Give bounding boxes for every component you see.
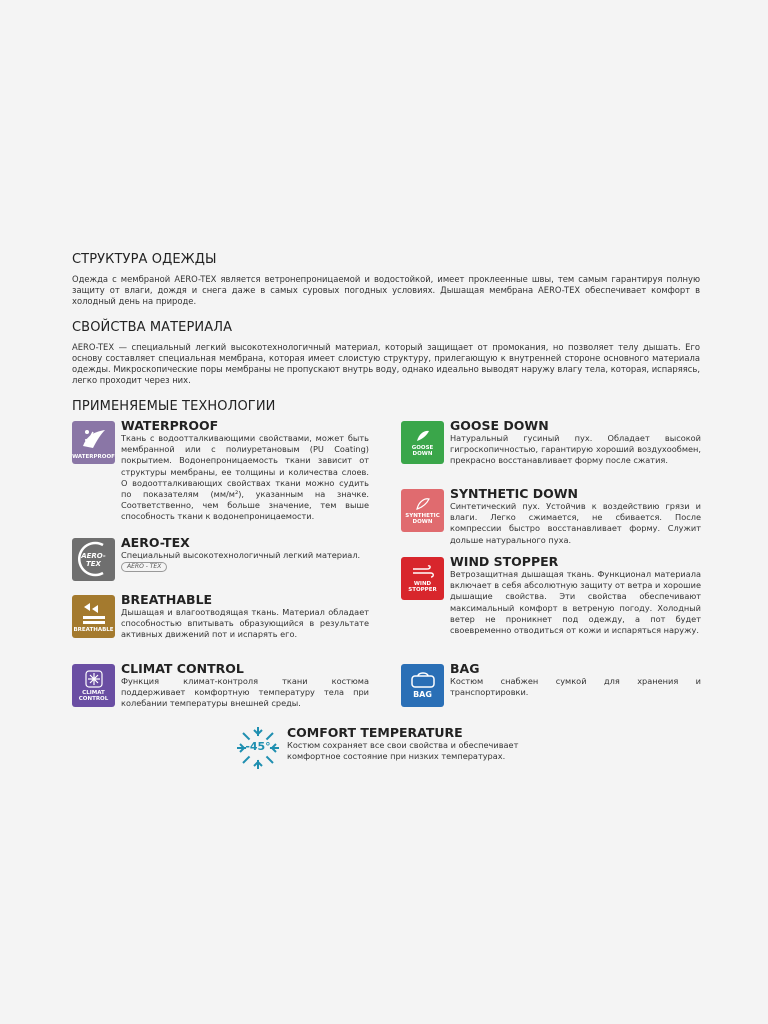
wind-icon-label: WIND STOPPER — [408, 580, 437, 593]
material-text: AERO-TEX — специальный легкий высокотехнологичный материал, который защищает от промокания, но позволяет телу дышать. Его основу составляет специальная мембрана, которая имеет слоистую структуру, прилегающую к внутренней стороне основного материала одежды. Микроскопические поры мембраны не пропускают внутрь воду, однако идеально выводят наружу влагу тела, которая, испаряясь, легко проходит через них. — [72, 342, 700, 385]
synthetic-down-icon — [401, 489, 444, 532]
section-title-material: СВОЙСТВА МАТЕРИАЛА — [72, 320, 233, 335]
aerotex-icon — [72, 538, 115, 581]
bag-title: BAG — [450, 661, 480, 676]
comfort-title: COMFORT TEMPERATURE — [287, 725, 463, 740]
waterproof-title: WATERPROOF — [121, 418, 219, 433]
synthetic-icon-label: SYNTHETIC DOWN — [405, 512, 440, 525]
wind-stopper-icon — [401, 557, 444, 600]
breathable-text: Дышащая и влагоотводящая ткань. Материал обладает способностью впитывать образующийся в результате активных движений пот и испарять его. — [121, 607, 369, 640]
aerotex-desc — [121, 550, 369, 572]
waterproof-text: Ткань с водоотталкивающими свойствами, может быть мембранной или с полиуретановым (PU Coating) покрытием. Водонепроницаемость ткани зависит от структуры мембраны, ее толщины и количества слоев. О водоотталкивающих свойствах ткани можно судить по показателям (мм/м²), указанным на значке. Соответственно, чем больше значение, тем выше способность ткани к водонепроницаемости. — [121, 433, 369, 522]
goose-icon-label: GOOSE DOWN — [411, 444, 434, 457]
comfort-text: Костюм сохраняет все свои свойства и обеспечивает комфортное состояние при низких температурах. — [287, 740, 519, 762]
comfort-temperature-icon — [235, 725, 281, 771]
aerotex-badge: AERO - TEX — [121, 562, 167, 572]
breathable-icon-label: BREATHABLE — [73, 626, 114, 633]
wind-title: WIND STOPPER — [450, 554, 559, 569]
tech-aerotex — [72, 535, 370, 585]
tech-comfort-temperature — [235, 725, 555, 775]
section-title-technologies: ПРИМЕНЯЕМЫЕ ТЕХНОЛОГИИ — [72, 399, 276, 414]
breathable-layers-icon — [80, 601, 108, 625]
feather-icon — [415, 429, 431, 443]
tech-bag — [401, 661, 701, 711]
aerotex-text: Специальный высокотехнологичный легкий материал. — [121, 550, 361, 560]
aerotex-icon-label: AERO- TEX — [81, 551, 106, 568]
goose-text: Натуральный гусиный пух. Обладает высокой гигроскопичностью, гарантирую хороший воздухообмен, прекрасно восстанавливает форму после сжатия. — [450, 433, 701, 466]
snowflake-icon — [85, 670, 103, 688]
waterproof-figure-icon — [79, 426, 109, 452]
structure-text: Одежда с мембраной AERO-TEX является ветронепроницаемой и водостойкой, имеет проклеенные швы, тем самым гарантируя полную защиту от влаги, дождя и снега даже в самых суровых погодных условиях. Дышащая мембрана AERO-TEX обеспечивает комфорт в холодный день на природе. — [72, 274, 700, 306]
tech-breathable — [72, 592, 370, 652]
waterproof-icon — [72, 421, 115, 464]
section-title-structure: СТРУКТУРА ОДЕЖДЫ — [72, 252, 217, 267]
waterproof-icon-label: WATERPROOF — [72, 453, 115, 460]
tech-wind-stopper — [401, 554, 701, 654]
climat-icon-label: CLIMAT CONTROL — [78, 689, 109, 702]
comfort-icon-label: -45° — [245, 740, 271, 753]
synthetic-title: SYNTHETIC DOWN — [450, 486, 578, 501]
tech-synthetic-down — [401, 486, 701, 551]
tech-waterproof — [72, 418, 370, 528]
tech-goose-down — [401, 418, 701, 483]
synthetic-text: Синтетический пух. Устойчив к воздействию грязи и влаги. Легко сжимается, не сбивается. После компрессии быстро восстанавливает форму. Служит дольше натурального пуха. — [450, 501, 701, 545]
bag-icon — [401, 664, 444, 707]
duffel-bag-icon — [410, 672, 436, 688]
aerotex-arc-icon — [73, 539, 113, 579]
climat-text: Функция климат-контроля ткани костюма поддерживает комфортную температуру тела при колебании температуры внешней среды. — [121, 676, 369, 709]
goose-down-icon — [401, 421, 444, 464]
goose-title: GOOSE DOWN — [450, 418, 549, 433]
wind-icon — [411, 565, 435, 579]
bag-text: Костюм снабжен сумкой для хранения и транспортировки. — [450, 676, 701, 698]
tech-climat-control — [72, 661, 370, 716]
breathable-icon — [72, 595, 115, 638]
aerotex-title: AERO-TEX — [121, 535, 190, 550]
climat-control-icon — [72, 664, 115, 707]
bag-icon-label: BAG — [413, 690, 432, 699]
climat-title: CLIMAT CONTROL — [121, 661, 244, 676]
synthetic-feather-icon — [415, 497, 431, 511]
wind-text: Ветрозащитная дышащая ткань. Функционал материала включает в себя абсолютную защиту от ветра и хорошие дышащие свойства. Эти свойства обеспечивают максимальный комфорт в ветреную погоду. Холодный ветер не проникнет под одежду, а пот будет своевременно отводиться от кожи и испаряться наружу. — [450, 569, 701, 636]
breathable-title: BREATHABLE — [121, 592, 213, 607]
